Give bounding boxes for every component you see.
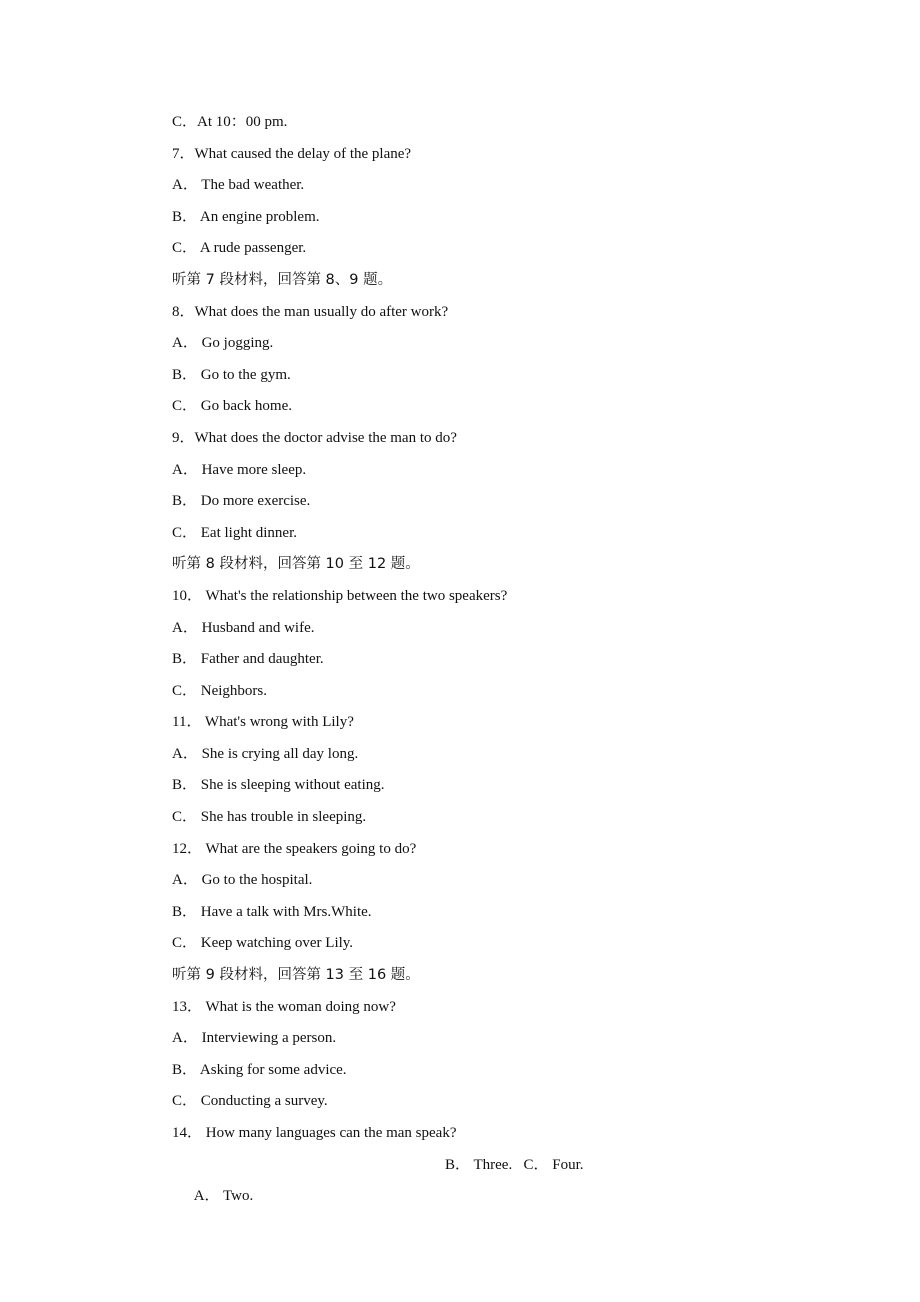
- question-line: 14． How many languages can the man speak?: [172, 1125, 457, 1141]
- option-c: C． Four.: [523, 1156, 584, 1173]
- option-line: B． Father and daughter.: [172, 651, 324, 668]
- option-line: A． Interviewing a person.: [172, 1030, 337, 1047]
- option-line: B． Asking for some advice.: [172, 1061, 347, 1078]
- option-line: C． Conducting a survey.: [172, 1093, 328, 1110]
- question-line: 8．What does the man usually do after work?: [172, 303, 449, 320]
- question-line: 13． What is the woman doing now?: [172, 998, 396, 1015]
- option-line: A． Have more sleep.: [172, 461, 307, 478]
- option-line: B． Have a talk with Mrs.White.: [172, 903, 372, 920]
- option-line: A． Go jogging.: [172, 335, 274, 352]
- option-line: A． Go to the hospital.: [172, 872, 313, 889]
- option-line: C． A rude passenger.: [172, 240, 307, 257]
- option-line: C． Go back home.: [172, 398, 292, 415]
- question-line: 12． What are the speakers going to do?: [172, 840, 417, 857]
- option-line: B． Do more exercise.: [172, 493, 311, 510]
- question-line: 7．What caused the delay of the plane?: [172, 145, 412, 162]
- option-line: C．At 10：00 pm.: [172, 114, 288, 130]
- option-line: B． An engine problem.: [172, 208, 320, 225]
- option-b-c-group: [445, 1150, 583, 1182]
- section-heading: 听第 9 段材料，回答第 13 至 16 题。: [172, 967, 420, 984]
- question-line: 10． What's the relationship between the two speakers?: [172, 587, 508, 604]
- option-a: A． Two.: [193, 1188, 254, 1205]
- option-line: C． Keep watching over Lily.: [172, 935, 354, 952]
- option-line: A． Husband and wife.: [172, 619, 315, 636]
- option-line: C． Neighbors.: [172, 682, 267, 699]
- option-line: C． She has trouble in sleeping.: [172, 809, 367, 826]
- question-list: [172, 107, 812, 1205]
- question-line: 9．What does the doctor advise the man to do?: [172, 429, 457, 446]
- option-b: B． Three.: [445, 1156, 513, 1173]
- inline-options-row: [172, 1150, 812, 1205]
- option-line: B． She is sleeping without eating.: [172, 777, 385, 794]
- option-line: C． Eat light dinner.: [172, 524, 297, 541]
- option-line: A． She is crying all day long.: [172, 745, 359, 762]
- option-line: A． The bad weather.: [172, 177, 305, 194]
- section-heading: 听第 7 段材料，回答第 8、9 题。: [172, 271, 393, 288]
- section-heading: 听第 8 段材料，回答第 10 至 12 题。: [172, 556, 420, 573]
- question-line: 11． What's wrong with Lily?: [172, 714, 354, 731]
- option-line: B． Go to the gym.: [172, 366, 291, 383]
